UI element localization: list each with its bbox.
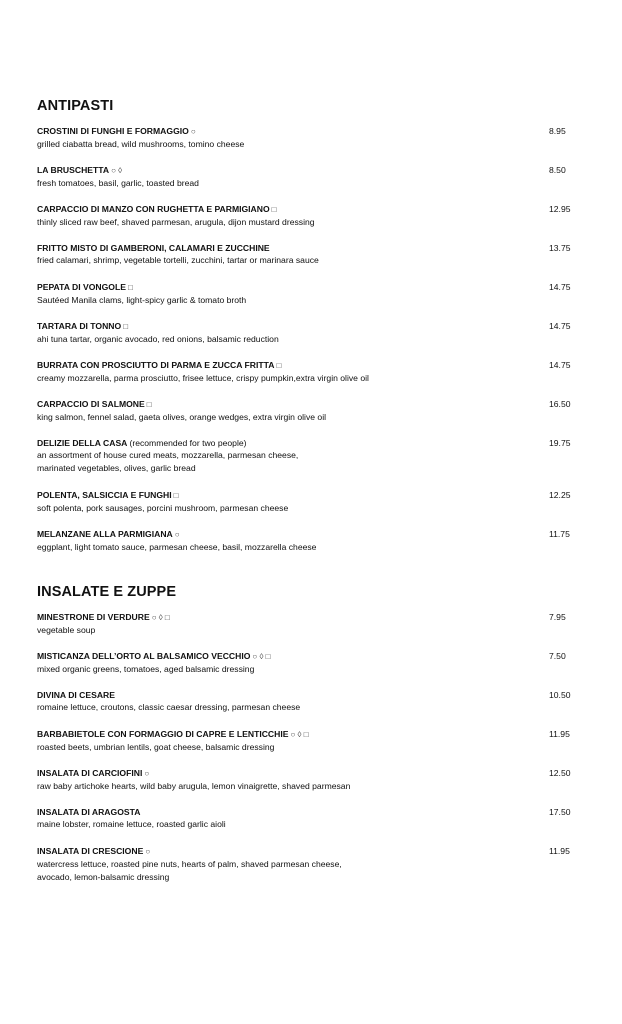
menu-item-description: fresh tomatoes, basil, garlic, toasted bread: [37, 178, 199, 188]
menu-item-name: POLENTA, SALSICCIA E FUNGHI: [37, 490, 172, 500]
section-insalate-e-zuppe: [37, 582, 587, 882]
menu-item-name-line: [37, 164, 587, 177]
menu-item: [37, 689, 587, 714]
menu-item: [37, 125, 587, 151]
menu-item-name: BARBABIETOLE CON FORMAGGIO DI CAPRE E LENTICCHIE: [37, 729, 289, 739]
menu-item-price: 10.50: [549, 690, 571, 700]
menu-item-description: grilled ciabatta bread, wild mushrooms, tomino cheese: [37, 139, 245, 149]
dietary-symbol-icons: □: [271, 205, 277, 214]
dietary-symbol-icons: □: [146, 400, 152, 409]
menu-item-price: 8.95: [549, 126, 566, 136]
menu-item: [37, 767, 587, 793]
menu-item-note: (recommended for two people): [129, 438, 247, 448]
menu-item: [37, 528, 587, 554]
dietary-symbol-icons: ○: [190, 127, 196, 136]
menu-item-description: raw baby artichoke hearts, wild baby arugula, lemon vinaigrette, shaved parmesan: [37, 781, 351, 791]
menu-item-name: INSALATA DI ARAGOSTA: [37, 807, 141, 817]
menu-item-price: 7.95: [549, 612, 566, 622]
dietary-symbol-icons: □: [173, 491, 179, 500]
menu-item-name: PEPATA DI VONGOLE: [37, 282, 126, 292]
menu-item-description: thinly sliced raw beef, shaved parmesan, arugula, dijon mustard dressing: [37, 217, 315, 227]
menu-item-name-line: [37, 528, 587, 541]
menu-item-name-line: [37, 242, 587, 254]
dietary-symbol-icons: ○ ◊ □: [252, 652, 271, 661]
dietary-symbol-icons: ○: [144, 769, 150, 778]
menu-item: [37, 398, 587, 424]
menu-item-description: king salmon, fennel salad, gaeta olives, orange wedges, extra virgin olive oil: [37, 412, 327, 422]
menu-item-price: 16.50: [549, 399, 571, 409]
menu-item-name-line: [37, 203, 587, 216]
menu-item-name: CROSTINI DI FUNGHI E FORMAGGIO: [37, 126, 189, 136]
menu-item-name: DELIZIE DELLA CASA: [37, 438, 128, 448]
menu-item-price: 12.50: [549, 768, 571, 778]
menu-item: [37, 806, 587, 831]
menu-item-name: BURRATA CON PROSCIUTTO DI PARMA E ZUCCA FRITTA: [37, 360, 275, 370]
menu-item-name-line: [37, 437, 587, 449]
menu-item-price: 14.75: [549, 360, 571, 370]
dietary-symbol-icons: ○: [174, 530, 180, 539]
menu-item-name-line: [37, 125, 587, 138]
menu-item-name: INSALATA DI CRESCIONE: [37, 846, 144, 856]
menu-item-name-line: [37, 359, 587, 372]
menu-item-price: 14.75: [549, 282, 571, 292]
menu-item-name: MELANZANE ALLA PARMIGIANA: [37, 529, 173, 539]
menu-item: [37, 845, 587, 884]
menu-item-description: watercress lettuce, roasted pine nuts, hearts of palm, shaved parmesan cheese,: [37, 859, 342, 869]
menu-item-description: avocado, lemon-balsamic dressing: [37, 872, 170, 882]
menu-item-description: creamy mozzarella, parma prosciutto, frisee lettuce, crispy pumpkin,extra virgin olive oil: [37, 373, 369, 383]
menu-item: [37, 489, 587, 515]
menu-item-name: MISTICANZA DELL’ORTO AL BALSAMICO VECCHIO: [37, 651, 251, 661]
menu-item: [37, 611, 587, 637]
menu-item-name: DIVINA DI CESARE: [37, 690, 115, 700]
menu-item-price: 12.95: [549, 204, 571, 214]
menu-item: [37, 320, 587, 346]
menu-item-name: INSALATA DI CARCIOFINI: [37, 768, 143, 778]
menu-item-description: soft polenta, pork sausages, porcini mushroom, parmesan cheese: [37, 503, 289, 513]
section-antipasti: [37, 96, 587, 552]
menu-item-description: vegetable soup: [37, 625, 96, 635]
menu-item-description: maine lobster, romaine lettuce, roasted garlic aioli: [37, 819, 226, 829]
menu-item-name-line: [37, 767, 587, 780]
menu-item-name-line: [37, 650, 587, 663]
menu-item-price: 11.75: [549, 529, 570, 539]
menu-item-description: romaine lettuce, croutons, classic caesar dressing, parmesan cheese: [37, 702, 301, 712]
menu-item-description: Sautéed Manila clams, light-spicy garlic & tomato broth: [37, 295, 247, 305]
menu-item-description: eggplant, light tomato sauce, parmesan cheese, basil, mozzarella cheese: [37, 542, 317, 552]
menu-item: [37, 728, 587, 754]
menu-item-price: 11.95: [549, 729, 570, 739]
section-title: ANTIPASTI: [37, 98, 114, 114]
menu-item-price: 17.50: [549, 807, 571, 817]
dietary-symbol-icons: □: [127, 283, 133, 292]
menu-item: [37, 437, 587, 475]
menu-item-price: 11.95: [549, 846, 570, 856]
menu-item-name-line: [37, 489, 587, 502]
menu-item: [37, 281, 587, 307]
menu-item-name-line: [37, 320, 587, 333]
menu-item-name-line: [37, 398, 587, 411]
menu-item-description: fried calamari, shrimp, vegetable tortelli, zucchini, tartar or marinara sauce: [37, 255, 319, 265]
menu-item-name-line: [37, 611, 587, 624]
menu-item-description: ahi tuna tartar, organic avocado, red onions, balsamic reduction: [37, 334, 279, 344]
menu-item-description: an assortment of house cured meats, mozzarella, parmesan cheese,: [37, 450, 299, 460]
menu-item-name: FRITTO MISTO DI GAMBERONI, CALAMARI E ZUCCHINE: [37, 243, 270, 253]
menu-item-description: mixed organic greens, tomatoes, aged balsamic dressing: [37, 664, 255, 674]
menu-item-name: CARPACCIO DI SALMONE: [37, 399, 145, 409]
menu-item-price: 13.75: [549, 243, 571, 253]
section-title: INSALATE E ZUPPE: [37, 584, 177, 600]
dietary-symbol-icons: ○: [145, 847, 151, 856]
menu-item-name-line: [37, 281, 587, 294]
menu-item: [37, 164, 587, 190]
menu-item: [37, 242, 587, 267]
menu-item-name: CARPACCIO DI MANZO CON RUGHETTA E PARMIGIANO: [37, 204, 270, 214]
menu-item-name: MINESTRONE DI VERDURE: [37, 612, 150, 622]
menu-item-price: 8.50: [549, 165, 566, 175]
menu-item-price: 14.75: [549, 321, 571, 331]
menu-item-name: TARTARA DI TONNO: [37, 321, 122, 331]
menu-item-name-line: [37, 728, 587, 741]
dietary-symbol-icons: □: [276, 361, 282, 370]
menu-item-price: 12.25: [549, 490, 571, 500]
menu-item-description: marinated vegetables, olives, garlic bread: [37, 463, 196, 473]
dietary-symbol-icons: ○ ◊ □: [151, 613, 170, 622]
menu-item-description: roasted beets, umbrian lentils, goat cheese, balsamic dressing: [37, 742, 275, 752]
menu-item-name: LA BRUSCHETTA: [37, 165, 110, 175]
dietary-symbol-icons: ○ ◊ □: [290, 730, 309, 739]
menu-item-name-line: [37, 845, 587, 858]
menu-item-price: 7.50: [549, 651, 566, 661]
menu-item-name-line: [37, 689, 587, 701]
menu-item-name-line: [37, 806, 587, 818]
menu-item: [37, 203, 587, 229]
menu-item: [37, 359, 587, 385]
dietary-symbol-icons: ○ ◊: [111, 166, 123, 175]
menu-item-price: 19.75: [549, 438, 571, 448]
menu-item: [37, 650, 587, 676]
dietary-symbol-icons: □: [123, 322, 129, 331]
